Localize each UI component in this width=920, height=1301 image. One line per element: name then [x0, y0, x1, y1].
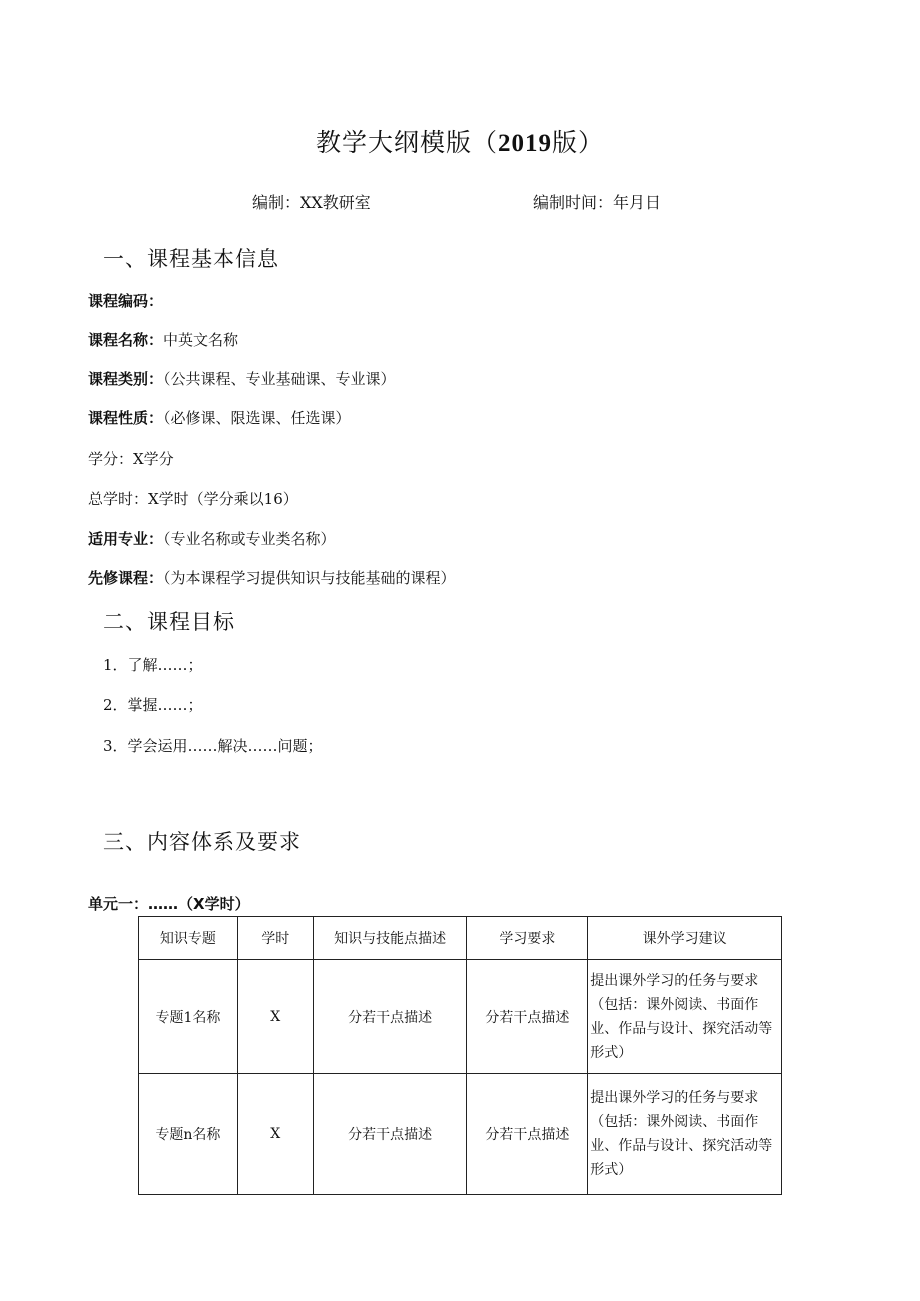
course-code-label: 课程编码：: [88, 292, 164, 310]
date-info: 编制时间：年月日: [533, 193, 662, 212]
col-header-description: 知识与技能点描述: [313, 917, 467, 960]
content-table: [138, 916, 782, 1195]
cell-description: 分若干点描述: [313, 960, 467, 1074]
col-header-suggestions: 课外学习建议: [588, 917, 782, 960]
credits-value: 学分：X学分: [88, 450, 174, 468]
major-label: 适用专业：: [88, 530, 164, 548]
cell-description: 分若干点描述: [313, 1074, 467, 1195]
course-info-row: [88, 407, 351, 428]
course-name-label: 课程名称：: [88, 331, 164, 349]
course-info-row: [88, 329, 238, 350]
course-name-value: 中英文名称: [163, 331, 239, 349]
course-category-label: 课程类别：: [88, 370, 164, 388]
section-heading-basic: 一、课程基本信息: [103, 247, 279, 271]
title-text: 教学大纲模版（: [315, 128, 498, 157]
course-info-row: [88, 290, 163, 311]
title-suffix: 版）: [552, 128, 605, 157]
course-nature-label: 课程性质：: [88, 409, 164, 427]
title-year: 2019: [498, 130, 552, 157]
course-nature-value: （必修课、限选课、任选课）: [163, 409, 351, 427]
cell-hours: X: [237, 1074, 313, 1195]
course-info-row: [88, 368, 396, 389]
course-info-row: [88, 567, 456, 588]
section-heading-goals: 二、课程目标: [103, 610, 235, 634]
col-header-hours: 学时: [237, 917, 313, 960]
course-info-row: [88, 448, 174, 469]
cell-suggestions: 提出课外学习的任务与要求（包括：课外阅读、书面作业、作品与设计、探究活动等形式）: [588, 1074, 782, 1195]
editor-info: 编制：XX教研室: [252, 193, 371, 212]
table-row: [139, 1074, 782, 1195]
cell-requirements: 分若干点描述: [467, 960, 588, 1074]
major-value: （专业名称或专业类名称）: [163, 530, 336, 548]
unit-title: 单元一：……（X学时）: [88, 895, 250, 913]
col-header-requirements: 学习要求: [467, 917, 588, 960]
col-header-topic: 知识专题: [139, 917, 238, 960]
table-row: [139, 960, 782, 1074]
page-title: [0, 123, 920, 159]
cell-requirements: 分若干点描述: [467, 1074, 588, 1195]
goal-item: 2．掌握……；: [103, 696, 203, 714]
course-info-row: [88, 528, 336, 549]
course-category-value: （公共课程、专业基础课、专业课）: [163, 370, 396, 388]
goal-item: 1．了解……；: [103, 656, 203, 674]
cell-topic: 专题n名称: [139, 1074, 238, 1195]
section-heading-content: 三、内容体系及要求: [103, 830, 301, 854]
prereq-label: 先修课程：: [88, 569, 164, 587]
cell-suggestions: 提出课外学习的任务与要求（包括：课外阅读、书面作业、作品与设计、探究活动等形式）: [588, 960, 782, 1074]
table-header-row: [139, 917, 782, 960]
cell-topic: 专题1名称: [139, 960, 238, 1074]
goal-item: 3．学会运用……解决……问题；: [103, 737, 323, 755]
prereq-value: （为本课程学习提供知识与技能基础的课程）: [163, 569, 456, 587]
hours-value: 总学时：X学时（学分乘以16）: [88, 490, 298, 508]
cell-hours: X: [237, 960, 313, 1074]
course-info-row: [88, 488, 298, 509]
